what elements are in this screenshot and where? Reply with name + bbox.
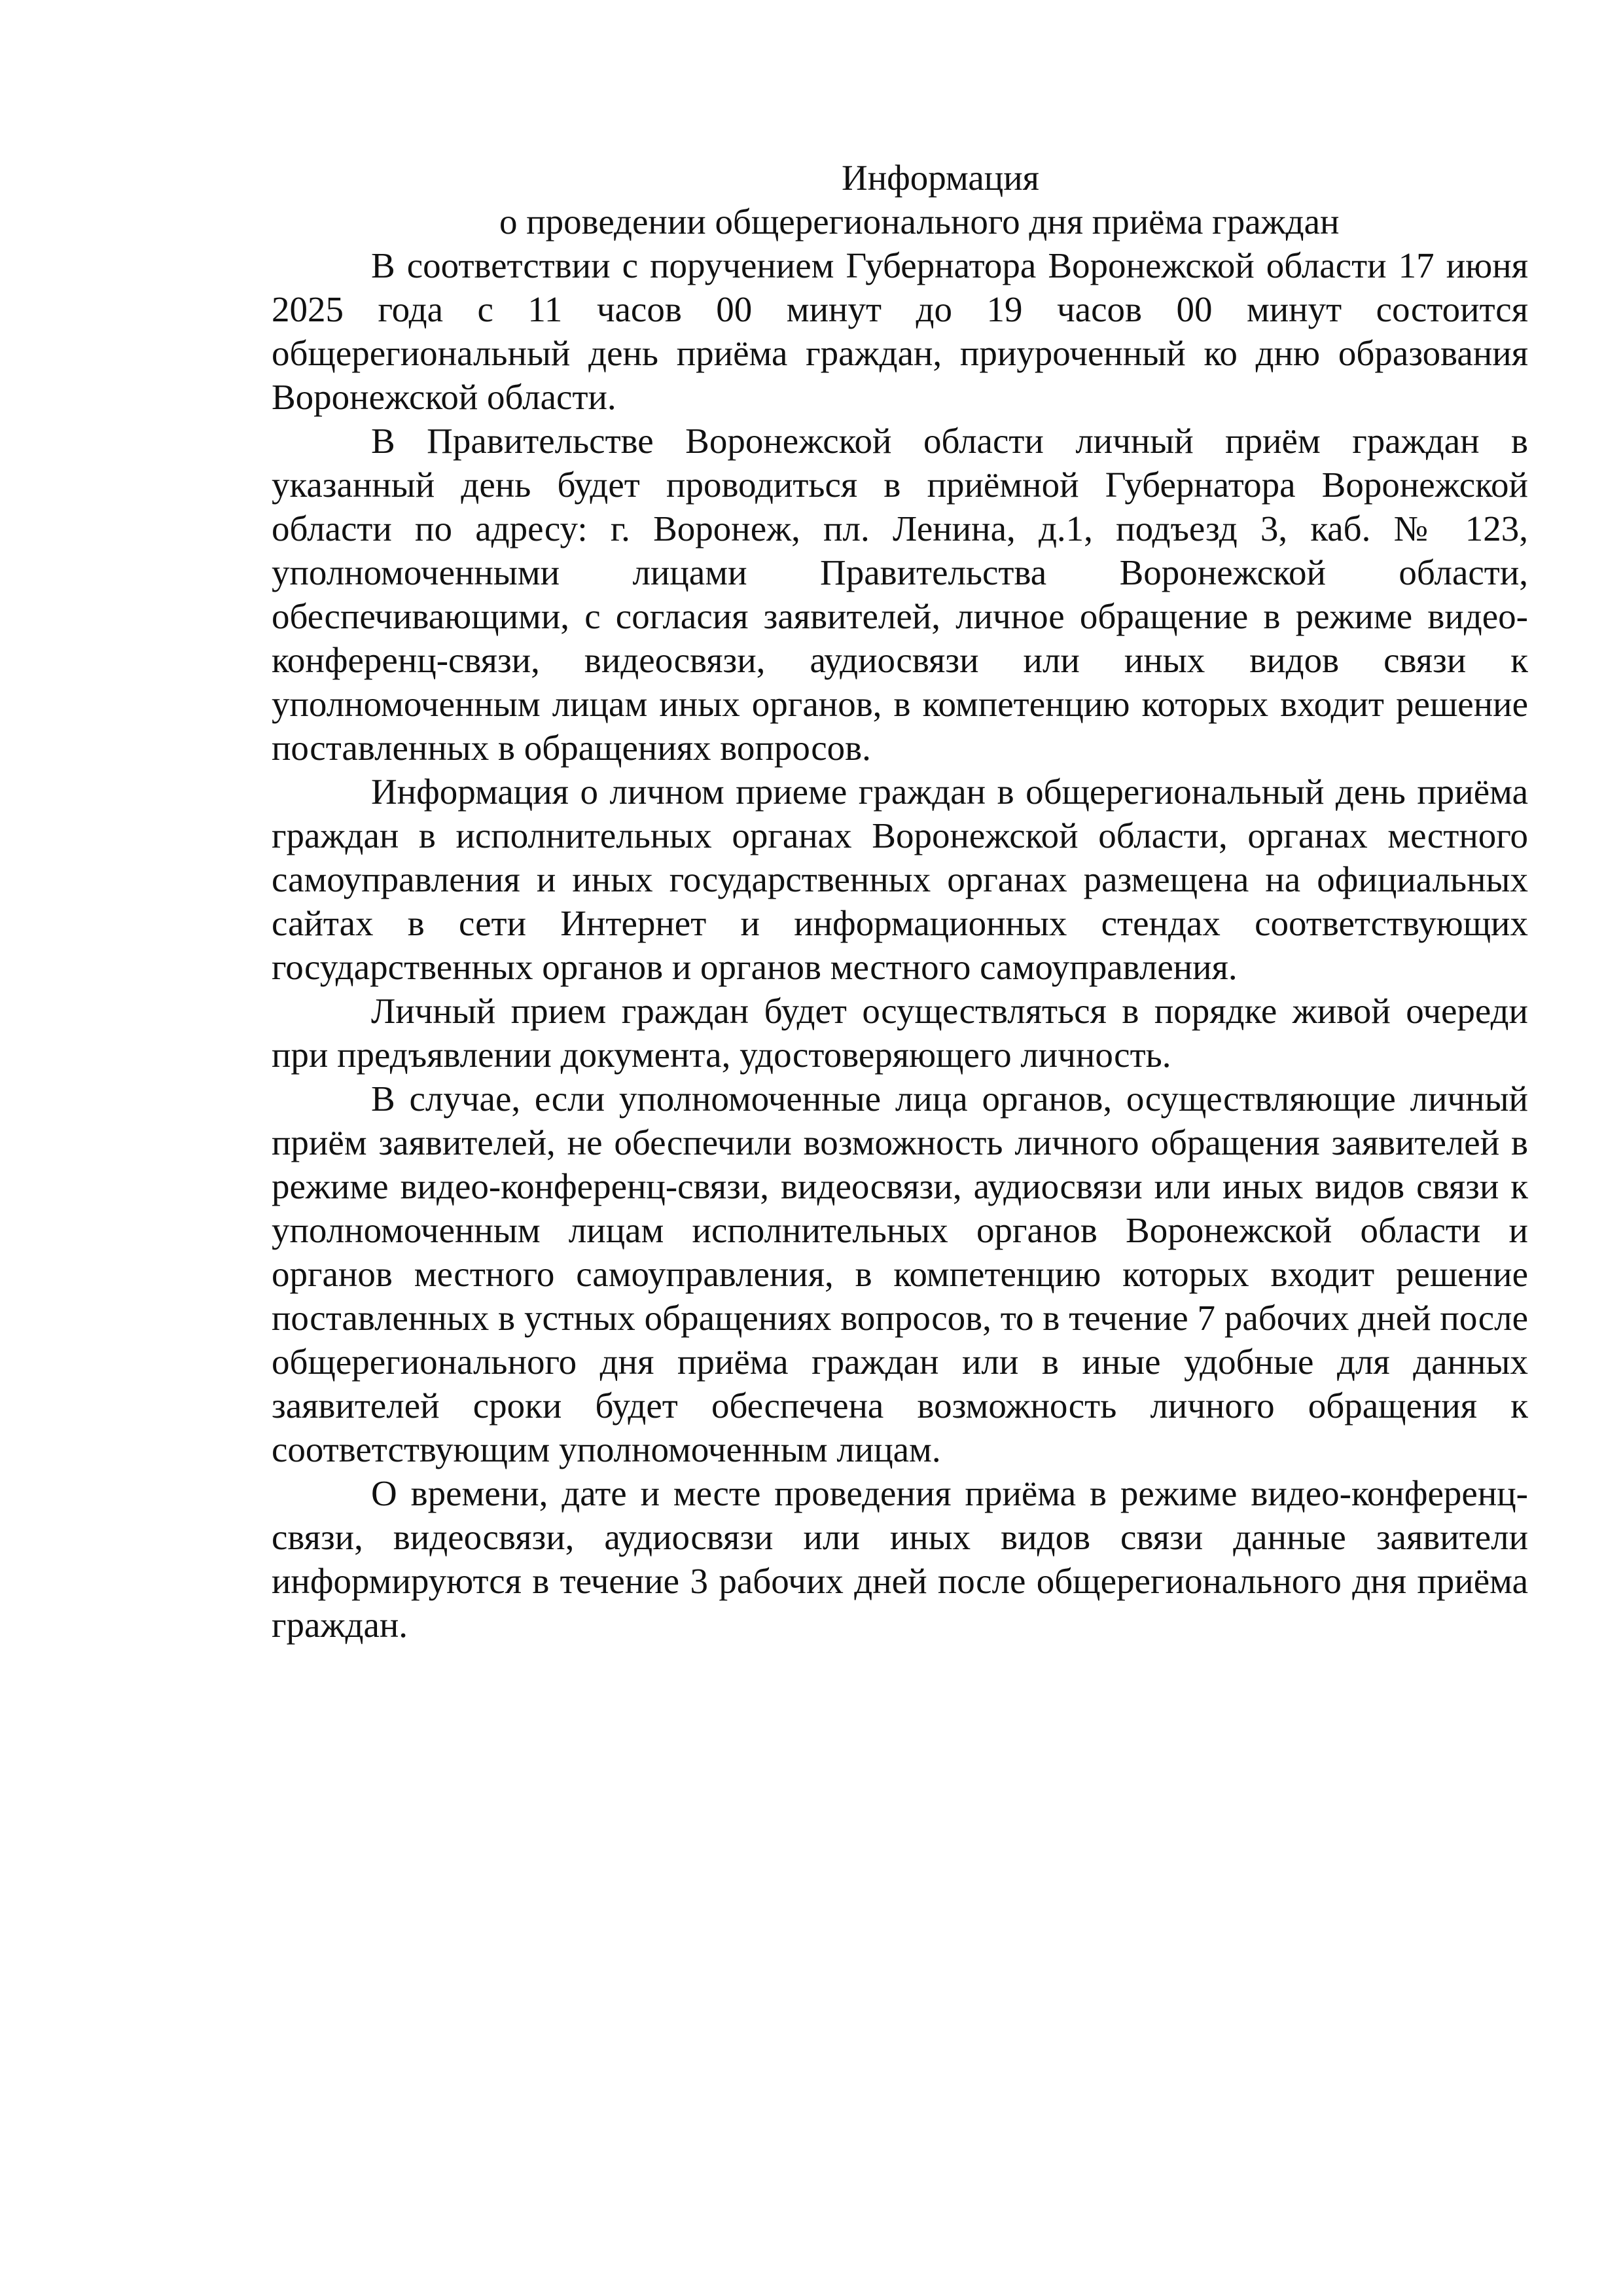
paragraph-information-sources: Информация о личном приеме граждан в общерегиональный день приёма граждан в исполнительных органах Воронежской области, органах местного самоуправления и иных государственных органах размещена на официальных сайтах в сети Интернет и информационных стендах соответствующих государственных органов и органов местного самоуправления. xyxy=(272,772,1528,987)
document-body xyxy=(272,156,1528,1647)
document-subtitle: о проведении общерегионального дня приёма граждан xyxy=(499,202,1340,242)
paragraph-government-reception: В Правительстве Воронежской области личный приём граждан в указанный день будет проводиться в приёмной Губернатора Воронежской области по адресу: г. Воронеж, пл. Ленина, д.1, подъезд 3, каб. № 123, уполномоченными лицами Правительства Воронежской области, обеспечивающими, с согласия заявителей, личное обращение в режиме видео-конференц-связи, видеосвязи, аудиосвязи или иных видов связи к уполномоченным лицам иных органов, в компетенцию которых входит решение поставленных в обращениях вопросов. xyxy=(272,421,1528,768)
paragraph-queue-order: Личный прием граждан будет осуществляться в порядке живой очереди при предъявлении документа, удостоверяющего личность. xyxy=(272,991,1528,1075)
paragraph-follow-up: В случае, если уполномоченные лица органов, осуществляющие личный приём заявителей, не обеспечили возможность личного обращения заявителей в режиме видео-конференц-связи, видеосвязи, аудиосвязи или иных видов связи к уполномоченным лицам исполнительных органов Воронежской области и органов местного самоуправления, в компетенцию которых входит решение поставленных в устных обращениях вопросов, то в течение 7 рабочих дней после общерегионального дня приёма граждан или в иные удобные для данных заявителей сроки будет обеспечена возможность личного обращения к соответствующим уполномоченным лицам. xyxy=(272,1079,1528,1469)
document-title: Информация xyxy=(842,158,1039,198)
paragraph-notification: О времени, дате и месте проведения приёма в режиме видео-конференц-связи, видеосвязи, аудиосвязи или иных видов связи данные заявители информируются в течение 3 рабочих дней после общерегионального дня приёма граждан. xyxy=(272,1473,1528,1645)
paragraph-announcement: В соответствии с поручением Губернатора Воронежской области 17 июня 2025 года с 11 часов 00 минут до 19 часов 00 минут состоится общерегиональный день приёма граждан, приуроченный ко дню образования Воронежской области. xyxy=(272,245,1528,417)
